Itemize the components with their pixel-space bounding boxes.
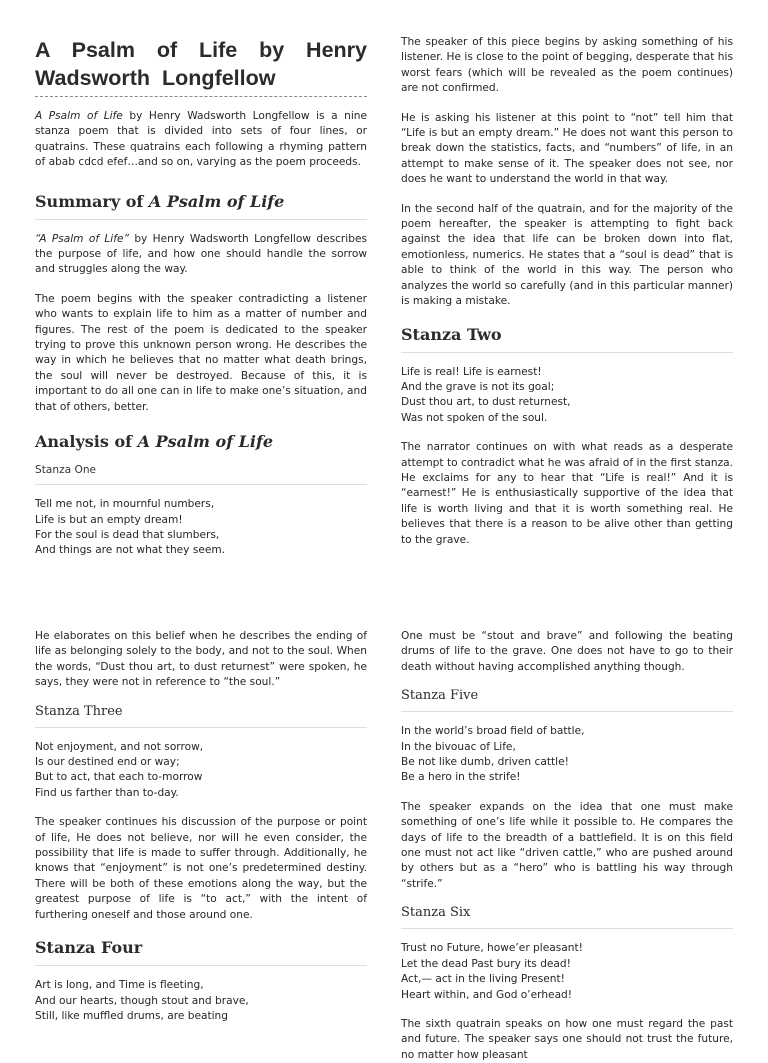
article-title: A Psalm of Life by Henry Wadsworth Longfellow xyxy=(35,38,367,90)
stanza-two-divider xyxy=(401,346,733,353)
summary-divider xyxy=(35,213,367,220)
stanza-one-analysis-paragraph-3: In the second half of the quatrain, and for the majority of the poem hereafter, the speaker is attempting to fight back against the idea that life can be broken down into flat, emotionless, numerics. He states that a “soul is dead” that is able to think of the world in this way. The person who analyzes the world so carefully (and in this particular manner) is making a mistake. xyxy=(401,202,733,308)
verse-line: In the bivouac of Life, xyxy=(401,740,516,753)
stanza-three-analysis-paragraph: The speaker continues his discussion of the purpose or point of life, He does not believe, nor will he even consider, the possibility that life is made to suffer through. Additionally, he knows that “enjoyment” is not one’s predetermined destiny. There will be both of these emotions along the way, but the greatest purpose of life is “to act,” with the intent of furthering oneself and those around one. xyxy=(35,816,367,921)
stanza-four-heading: Stanza Four xyxy=(35,938,143,958)
verse-line: Art is long, and Time is fleeting, xyxy=(35,979,204,992)
summary-heading-title: A Psalm of Life xyxy=(148,191,285,211)
verse-line: Life is but an empty dream! xyxy=(35,513,183,526)
stanza-one-divider xyxy=(35,478,367,485)
verse-line: Be a hero in the strife! xyxy=(401,771,521,784)
stanza-two-heading: Stanza Two xyxy=(401,324,502,344)
verse-line: Be not like dumb, driven cattle! xyxy=(401,756,569,769)
verse-line: For the soul is dead that slumbers, xyxy=(35,528,220,541)
stanza-six-divider xyxy=(401,922,733,929)
stanza-one-label: Stanza One xyxy=(35,464,97,477)
summary-heading xyxy=(35,191,367,213)
verse-line: Tell me not, in mournful numbers, xyxy=(35,498,215,511)
stanza-three-label: Stanza Three xyxy=(35,703,123,719)
verse-line: And things are not what they seem. xyxy=(35,544,226,557)
stanza-three-divider xyxy=(35,721,367,728)
intro-paragraph xyxy=(35,109,367,171)
intro-poem-title: A Psalm of Life xyxy=(35,110,123,122)
stanza-six-verse xyxy=(401,941,733,1003)
title-divider xyxy=(35,92,367,97)
verse-line: In the world’s broad field of battle, xyxy=(401,725,585,738)
summary-heading-prefix: Summary of xyxy=(35,191,149,211)
analysis-heading xyxy=(35,431,367,453)
stanza-one-verse xyxy=(35,497,367,559)
stanza-five-label: Stanza Five xyxy=(401,688,479,704)
stanza-two-analysis-paragraph: The narrator continues on with what reads as a desperate attempt to contradict what he was afraid of in the first stanza. He exclaims for any to hear that “Life is real!” And it is “earnest!” He is enthusiastically supportive of the idea that life is worth living and that it is worth something real. He believes that there is a reason to be alive other than getting to the grave. xyxy=(401,441,733,546)
stanza-two-analysis-continued: He elaborates on this belief when he describes the ending of life as belonging solely to the body, and not to the soul. When the words, “Dust thou art, to dust returnest” were spoken, he says, they were not in reference to “the soul.” xyxy=(35,630,367,689)
verse-line: Find us farther than to-day. xyxy=(35,786,179,799)
stanza-five-divider xyxy=(401,705,733,712)
verse-line: And our hearts, though stout and brave, xyxy=(35,994,249,1007)
stanza-one-analysis-paragraph-1: The speaker of this piece begins by asking something of his listener. He is close to the point of begging, desperate that his worst fears (which will be revealed as the poem continues) are not confirmed. xyxy=(401,36,733,95)
analysis-heading-title: A Psalm of Life xyxy=(137,432,274,452)
verse-line: Life is real! Life is earnest! xyxy=(401,365,542,378)
summary-paragraph-1-text: by Henry Wadsworth Longfellow describes the purpose of life, and how one should handle the sorrow and struggles along the way. xyxy=(35,232,367,276)
verse-line: Act,— act in the living Present! xyxy=(401,973,565,986)
stanza-four-verse xyxy=(35,978,367,1024)
top-left-column xyxy=(35,36,367,559)
stanza-six-label: Stanza Six xyxy=(401,905,471,921)
verse-line: Let the dead Past bury its dead! xyxy=(401,957,571,970)
verse-line: Dust thou art, to dust returnest, xyxy=(401,396,571,409)
summary-paragraph-2: The poem begins with the speaker contradicting a listener who wants to explain life to him as a matter of number and figures. The rest of the poem is dedicated to the speaker trying to prove this unknown person wrong. He describes the way in which he believes that no matter what death brings, the soul will never be destroyed. Because of this, it is important to do all one can in life to make one’s situation, and that of others, better. xyxy=(35,292,367,413)
stanza-five-verse xyxy=(401,724,733,786)
bottom-right-column xyxy=(401,629,733,1063)
stanza-five-analysis-paragraph: The speaker expands on the idea that one must make something of one’s life while it possible to. He compares the days of life to the breadth of a battlefield. It is on this field one must not act like “driven cattle,” who are pushed around by others but as a “hero” who is battling his way through “strife.” xyxy=(401,800,733,890)
verse-line: But to act, that each to-morrow xyxy=(35,771,203,784)
summary-paragraph-1 xyxy=(35,232,367,278)
summary-poem-title: “A Psalm of Life” xyxy=(35,232,129,245)
stanza-two-verse xyxy=(401,365,733,427)
stanza-six-analysis-paragraph: The sixth quatrain speaks on how one must regard the past and future. The speaker says one should not trust the future, no matter how pleasant xyxy=(401,1017,733,1061)
intro-text: by Henry Wadsworth Longfellow is a nine stanza poem that is divided into sets of four lines, or quatrains. These quatrains each following a rhyming pattern of abab cdcd efef…and so on, varying as the poem proceeds. xyxy=(35,110,367,169)
analysis-heading-prefix: Analysis of xyxy=(35,432,138,452)
stanza-one-analysis-paragraph-2: He is asking his listener at this point to “not” tell him that “Life is but an empty dream.” He does not want this person to break down the statistics, facts, and “numbers” of life, in an attempt to make sense of it. The speaker does not see, nor does he want to understand the world in that way. xyxy=(401,111,733,186)
verse-line: And the grave is not its goal; xyxy=(401,380,555,393)
verse-line: Heart within, and God o’erhead! xyxy=(401,988,573,1001)
verse-line: Trust no Future, howe’er pleasant! xyxy=(401,942,583,955)
verse-line: Was not spoken of the soul. xyxy=(401,411,548,424)
bottom-page xyxy=(0,622,768,1061)
verse-line: Is our destined end or way; xyxy=(35,756,180,769)
top-right-column xyxy=(401,35,733,548)
stanza-three-verse xyxy=(35,740,367,802)
verse-line: Still, like muffled drums, are beating xyxy=(35,1009,228,1022)
bottom-left-column xyxy=(35,629,367,1024)
verse-line: Not enjoyment, and not sorrow, xyxy=(35,740,204,753)
stanza-four-analysis-paragraph: One must be “stout and brave” and following the beating drums of life to the grave. One does not have to go to their death without having accomplished anything though. xyxy=(401,630,733,673)
stanza-four-divider xyxy=(35,959,367,966)
